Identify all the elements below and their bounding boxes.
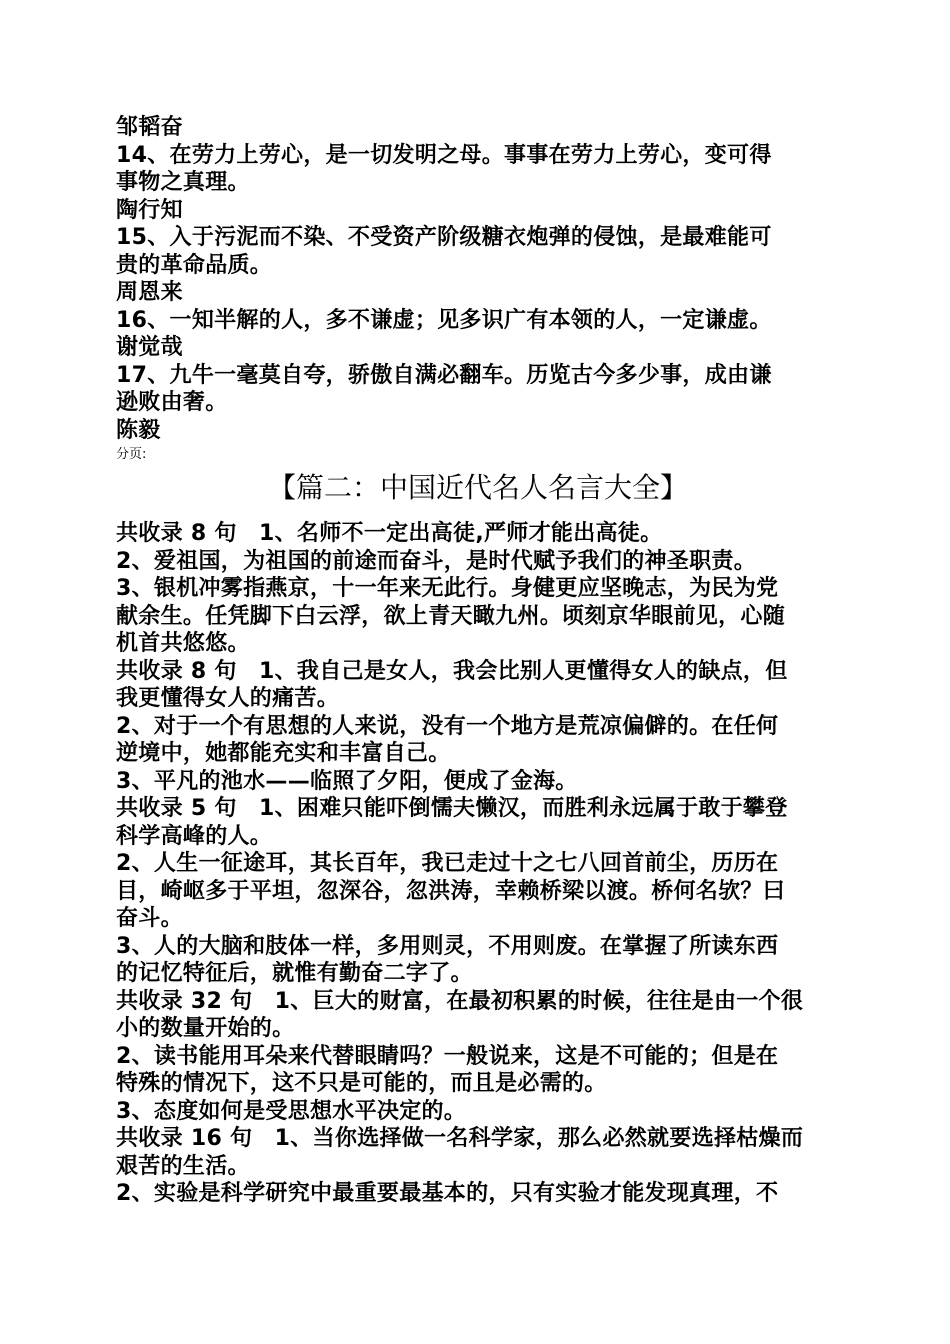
text-line: 机首共悠悠。 xyxy=(116,631,250,656)
text-line: 特殊的情况下，这不只是可能的，而且是必需的。 xyxy=(116,1071,607,1096)
text-line: 2、实验是科学研究中最重要最基本的，只有实验才能发现真理，不 xyxy=(116,1181,779,1206)
document-page xyxy=(116,114,840,1208)
text-line: 奋斗。 xyxy=(116,906,183,931)
text-line: 2、爱祖国，为祖国的前途而奋斗，是时代赋予我们的神圣职责。 xyxy=(116,548,757,574)
text-line: 2、读书能用耳朵来代替眼睛吗？一般说来，这是不可能的；但是在 xyxy=(116,1043,779,1069)
text-line: 逊败由奢。 xyxy=(116,390,228,415)
text-line: 2、人生一征途耳，其长百年，我已走过十之七八回首前尘，历历在 xyxy=(116,851,779,876)
text-line: 邹韬奋 xyxy=(116,115,183,140)
text-line: 共收录 8 句 1、我自己是女人，我会比别人更懂得女人的缺点，但 xyxy=(116,658,788,684)
section-heading: 【篇二：中国近代名人名言大全】 xyxy=(267,471,688,504)
quotes-section-2 xyxy=(116,520,840,1208)
text-line: 事物之真理。 xyxy=(116,170,250,195)
page-break-label: 分页: xyxy=(116,447,147,462)
text-line: 科学高峰的人。 xyxy=(116,823,273,849)
text-line: 3、平凡的池水——临照了夕阳，便成了金海。 xyxy=(116,768,578,794)
text-line: 3、人的大脑和肢体一样，多用则灵，不用则废。在掌握了所读东西 xyxy=(116,933,779,959)
text-line: 周恩来 xyxy=(116,280,183,305)
text-line: 目，崎岖多于平坦，忽深谷，忽洪涛，幸赖桥梁以渡。桥何名欤？曰 xyxy=(116,878,786,904)
text-line: 3、态度如何是受思想水平决定的。 xyxy=(116,1098,467,1124)
text-line: 2、对于一个有思想的人来说，没有一个地方是荒凉偏僻的。在任何 xyxy=(116,713,779,739)
text-line: 共收录 5 句 1、困难只能吓倒懦夫懒汉，而胜利永远属于敢于攀登 xyxy=(116,796,788,821)
text-line: 共收录 16 句 1、当你选择做一名科学家，那么必然就要选择枯燥而 xyxy=(116,1126,804,1151)
text-line: 艰苦的生活。 xyxy=(116,1153,250,1179)
text-line: 共收录 8 句 1、名师不一定出高徒,严师才能出高徒。 xyxy=(116,521,663,546)
text-line: 共收录 32 句 1、巨大的财富，在最初积累的时候，往往是由一个很 xyxy=(116,988,804,1014)
text-line: 3、银机冲雾指燕京，十一年来无此行。身健更应坚晚志，为民为党 xyxy=(116,576,779,601)
text-line: 16、一知半解的人，多不谦虚；见多识广有本领的人，一定谦虚。 xyxy=(116,307,772,333)
text-line: 逆境中，她都能充实和丰富自己。 xyxy=(116,741,451,766)
text-line: 陶行知 xyxy=(116,197,183,223)
text-line: 小的数量开始的。 xyxy=(116,1016,295,1041)
text-line: 我更懂得女人的痛苦。 xyxy=(116,686,340,711)
text-line: 14、在劳力上劳心，是一切发明之母。事事在劳力上劳心，变可得 xyxy=(116,142,772,168)
text-line: 17、九牛一毫莫自夸，骄傲自满必翻车。历览古今多少事，成由谦 xyxy=(116,362,772,388)
quotes-section-1 xyxy=(116,114,840,444)
text-line: 贵的革命品质。 xyxy=(116,252,273,278)
text-line: 陈毅 xyxy=(116,417,161,443)
text-line: 15、入于污泥而不染、不受资产阶级糖衣炮弹的侵蚀，是最难能可 xyxy=(116,225,772,250)
text-line: 的记忆特征后，就惟有勤奋二字了。 xyxy=(116,961,473,986)
text-line: 献余生。任凭脚下白云浮，欲上青天瞰九州。顷刻京华眼前见，心随 xyxy=(116,603,786,629)
text-line: 谢觉哉 xyxy=(116,335,183,360)
